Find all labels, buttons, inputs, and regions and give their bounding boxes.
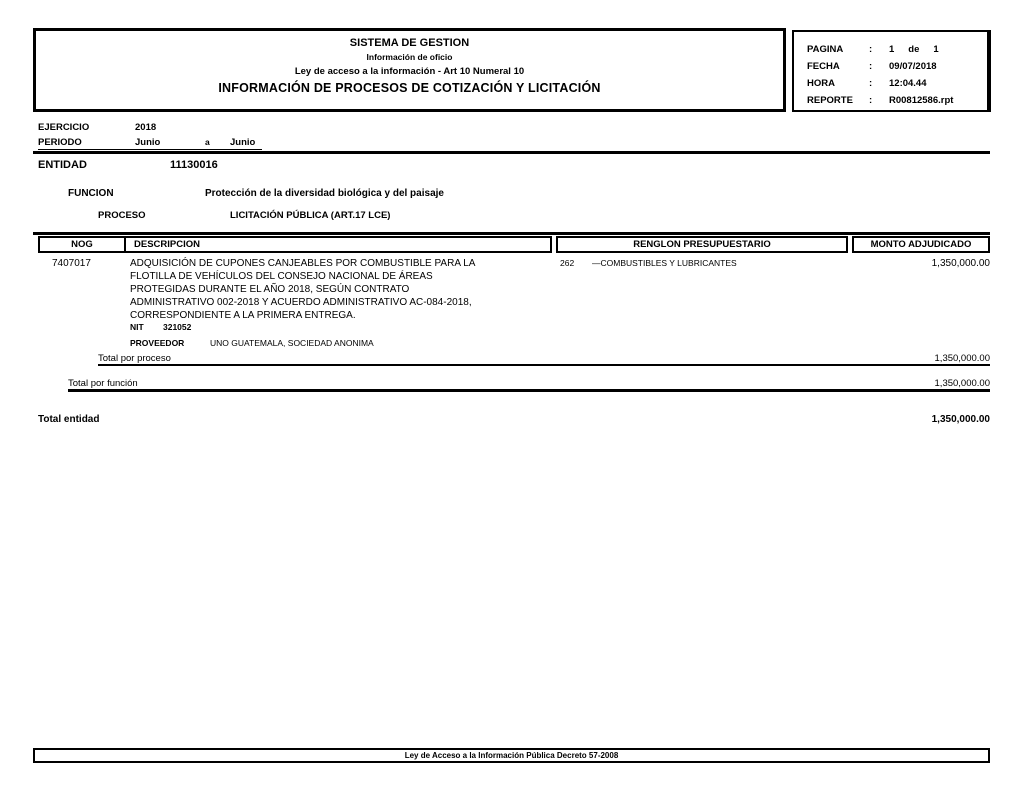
descripcion-line: CORRESPONDIENTE A LA PRIMERA ENTREGA.: [130, 310, 356, 321]
proceso-label: PROCESO: [98, 210, 146, 221]
page-info-box: [792, 30, 991, 112]
column-header-renglon: RENGLON PRESUPUESTARIO: [633, 239, 771, 250]
row-descripcion: [130, 257, 475, 322]
subtitle-oficio: Información de oficio: [366, 52, 453, 62]
footer-text: Ley de Acceso a la Información Pública Decreto 57-2008: [404, 751, 619, 760]
ejercicio-value: 2018: [135, 122, 157, 133]
ejercicio-label: EJERCICIO: [38, 122, 90, 133]
pagina-separator: :: [869, 44, 873, 55]
system-title: SISTEMA DE GESTION: [349, 37, 470, 49]
total-proceso-label: Total por proceso: [98, 353, 171, 364]
fecha-separator: :: [869, 61, 873, 72]
footer-box: [33, 748, 990, 763]
nit-value: 321052: [163, 322, 192, 332]
reporte-separator: :: [869, 95, 873, 106]
total-funcion-value: 1,350,000.00: [934, 378, 990, 389]
descripcion-line: ADQUISICIÓN DE CUPONES CANJEABLES POR COMBUSTIBLE PARA LA: [130, 258, 476, 269]
funcion-label: FUNCION: [68, 188, 114, 199]
row-renglon-name: —COMBUSTIBLES Y LUBRICANTES: [592, 258, 737, 268]
proveedor-label: PROVEEDOR: [130, 338, 185, 348]
table-header-monto: [852, 236, 990, 253]
pagina-label: PAGINA: [807, 44, 844, 55]
table-header-renglon: [556, 236, 848, 253]
fecha-row: [807, 58, 987, 75]
column-header-nog: NOG: [40, 238, 126, 251]
divider-table-top: [33, 232, 990, 235]
total-entidad-value: 1,350,000.00: [931, 414, 990, 425]
reporte-row: [807, 92, 987, 109]
reporte-value: R00812586.rpt: [889, 95, 954, 106]
divider-periodo: [33, 151, 990, 154]
periodo-label: PERIODO: [38, 137, 82, 148]
report-header-box: [33, 28, 786, 112]
subtitle-ley: Ley de acceso a la información - Art 10 Numeral 10: [294, 66, 525, 77]
column-header-descripcion: DESCRIPCION: [134, 239, 200, 250]
fecha-label: FECHA: [807, 61, 840, 72]
periodo-row: [38, 137, 262, 150]
entidad-value: 11130016: [170, 159, 218, 171]
total-entidad-label: Total entidad: [38, 414, 100, 425]
hora-row: [807, 75, 987, 92]
row-nog-value: 7407017: [52, 258, 91, 269]
descripcion-line: ADMINISTRATIVO 002-2018 Y ACUERDO ADMINISTRATIVO AC-084-2018,: [130, 297, 472, 308]
report-title: INFORMACIÓN DE PROCESOS DE COTIZACIÓN Y LICITACIÓN: [218, 81, 601, 95]
row-renglon-code: 262: [560, 258, 575, 268]
periodo-conjunction: a: [205, 137, 210, 147]
table-header-left: [38, 236, 552, 253]
entidad-label: ENTIDAD: [38, 159, 87, 171]
total-funcion-label: Total por función: [68, 378, 138, 389]
proceso-value: LICITACIÓN PÚBLICA (ART.17 LCE): [230, 210, 391, 221]
column-header-monto: MONTO ADJUDICADO: [870, 239, 972, 250]
reporte-label: REPORTE: [807, 95, 853, 106]
pagina-total: 1: [933, 44, 939, 55]
descripcion-line: FLOTILLA DE VEHÍCULOS DEL CONSEJO NACIONAL DE ÁREAS: [130, 271, 433, 282]
total-proceso-row: [98, 351, 990, 366]
proveedor-value: UNO GUATEMALA, SOCIEDAD ANONIMA: [210, 338, 374, 348]
total-proceso-value: 1,350,000.00: [934, 353, 990, 364]
periodo-from: Junio: [135, 137, 161, 148]
row-monto-value: 1,350,000.00: [931, 258, 990, 269]
hora-value: 12:04.44: [889, 78, 927, 89]
fecha-value: 09/07/2018: [889, 61, 937, 72]
pagina-de: de: [908, 44, 920, 55]
nit-label: NIT: [130, 322, 144, 332]
funcion-value: Protección de la diversidad biológica y del paisaje: [205, 188, 444, 199]
periodo-to: Junio: [230, 137, 256, 148]
hora-label: HORA: [807, 78, 835, 89]
hora-separator: :: [869, 78, 873, 89]
pagina-number: 1: [889, 44, 895, 55]
total-funcion-row: [68, 377, 990, 392]
pagina-row: [807, 41, 987, 58]
descripcion-line: PROTEGIDAS DURANTE EL AÑO 2018, SEGÚN CONTRATO: [130, 284, 410, 295]
